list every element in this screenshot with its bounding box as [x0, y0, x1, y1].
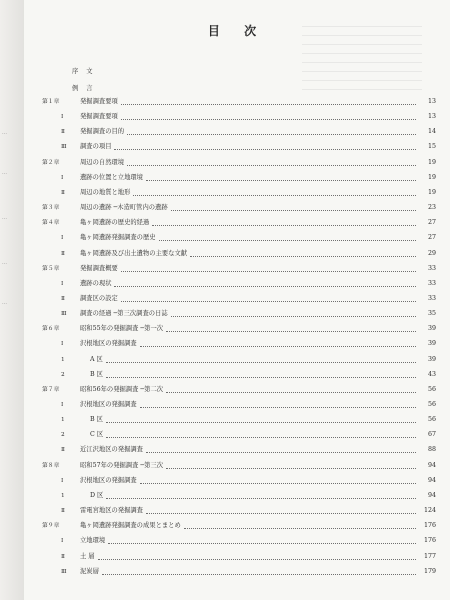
entry-title: 近江沢地区の発掘調査 [80, 446, 143, 454]
entry-title: 周辺の自然環境 [80, 158, 125, 166]
entry-number: 1 [61, 417, 65, 424]
leader-dots [106, 421, 416, 423]
entry-title: 昭和55年の発掘調査 ─第一次 [80, 325, 164, 333]
entry-title: 雷電宮地区の発掘調査 [80, 507, 143, 515]
entry-number: 1 [61, 492, 65, 499]
entry-page-number: 14 [427, 128, 436, 136]
entry-title: C 区 [90, 431, 104, 439]
leader-dots [171, 209, 416, 211]
leader-dots [106, 497, 416, 499]
entry-number: 第８章 [42, 462, 60, 469]
entry-page-number: 43 [427, 370, 436, 378]
leader-dots [106, 361, 416, 363]
leader-dots [121, 300, 416, 302]
entry-title: 昭和57年の発掘調査 ─第三次 [80, 461, 164, 469]
entry-number: 1 [61, 356, 65, 363]
entry-number: 第７章 [42, 386, 60, 393]
section-entry [24, 308, 450, 320]
entry-page-number: 124 [423, 507, 436, 515]
entry-page-number: 13 [427, 113, 436, 121]
entry-title: 土 層 [80, 552, 95, 560]
entry-page-number: 176 [423, 522, 436, 530]
entry-title: 昭和56年の発掘調査 ─第二次 [80, 385, 164, 393]
entry-number: Ⅱ [61, 129, 65, 136]
entry-title: 亀ヶ岡遺跡及び出土遺物の主要な文献 [80, 249, 188, 257]
entry-title: 泥炭層 [80, 567, 99, 575]
chapter-entry [24, 217, 450, 229]
entry-number: Ⅱ [61, 250, 65, 257]
toc-page [24, 0, 450, 600]
section-entry [24, 187, 450, 199]
section-entry [24, 505, 450, 517]
entry-page-number: 56 [427, 401, 436, 408]
chapter-entry [24, 202, 450, 214]
entry-title: 亀ヶ岡遺跡発掘調査の成果とまとめ [80, 522, 181, 530]
section-entry [24, 126, 450, 138]
entry-title: 発掘調査の目的 [80, 128, 125, 136]
leader-dots [106, 376, 416, 378]
entry-page-number: 23 [427, 204, 436, 212]
entry-number: 第３章 [42, 205, 60, 212]
entry-number: Ⅲ [61, 311, 67, 318]
section-entry [24, 293, 450, 305]
entry-page-number: 39 [427, 340, 436, 348]
section-entry [24, 278, 450, 290]
entry-number: 2 [61, 432, 65, 439]
entry-title: B 区 [90, 416, 103, 424]
leader-dots [152, 224, 416, 226]
entry-title: 調査の項目 [80, 143, 112, 151]
leader-dots [146, 179, 416, 181]
entry-number: Ⅰ [61, 174, 64, 181]
entry-title: 沢根地区の発掘調査 [80, 476, 137, 484]
section-entry [24, 551, 450, 563]
leader-dots [140, 406, 416, 408]
leader-dots [133, 194, 416, 196]
entry-page-number: 179 [423, 567, 436, 575]
entry-page-number: 33 [427, 264, 436, 272]
chapter-entry [24, 157, 450, 169]
leader-dots [171, 315, 416, 317]
entry-number: Ⅱ [61, 553, 65, 560]
entry-title: 沢根地区の発掘調査 [80, 340, 137, 348]
entry-number: 第６章 [42, 326, 60, 333]
leader-dots [140, 345, 416, 347]
entry-number: Ⅲ [61, 568, 67, 575]
entry-number: Ⅰ [61, 402, 64, 408]
entry-title: 発掘調査要項 [80, 98, 118, 105]
entry-page-number: 35 [427, 310, 436, 318]
entry-page-number: 94 [427, 491, 436, 499]
entry-page-number: 56 [427, 385, 436, 393]
section-entry [24, 111, 450, 123]
entry-page-number: 15 [427, 143, 436, 151]
entry-title: 調査区の設定 [80, 294, 118, 302]
entry-title: A 区 [90, 355, 103, 363]
leader-dots [121, 103, 416, 105]
entry-number: 第９章 [42, 523, 60, 530]
leader-dots [114, 148, 416, 150]
leader-dots [121, 270, 416, 272]
entry-number: Ⅲ [61, 144, 67, 151]
leader-dots [184, 527, 416, 529]
section-entry [24, 338, 450, 350]
leader-dots [98, 558, 416, 560]
section-entry [24, 232, 450, 244]
entry-number: Ⅱ [61, 508, 65, 515]
section-entry [24, 172, 450, 184]
entry-number: Ⅱ [61, 447, 65, 454]
leader-dots [108, 542, 416, 544]
entry-page-number: 39 [427, 355, 436, 363]
entry-page-number: 19 [427, 188, 436, 196]
table-of-contents [24, 0, 450, 600]
section-entry [24, 141, 450, 153]
entry-page-number: 94 [427, 476, 436, 484]
leader-dots [166, 391, 416, 393]
entry-page-number: 33 [427, 294, 436, 302]
entry-title: 発掘調査要項 [80, 113, 118, 121]
entry-number: 第４章 [42, 220, 60, 227]
entry-title: 亀ヶ岡遺跡の歴史的経過 [80, 219, 150, 227]
entry-page-number: 19 [427, 158, 436, 166]
front-matter-label: 序 文 [72, 68, 96, 75]
entry-page-number: 177 [423, 552, 436, 560]
entry-title: 調査の経過 ─第三次調査の日誌 [80, 310, 168, 318]
entry-page-number: 13 [427, 98, 436, 105]
entry-number: Ⅱ [61, 189, 65, 196]
entry-title: 沢根地区の発掘調査 [80, 401, 137, 408]
section-entry [24, 444, 450, 456]
front-matter-item [24, 83, 450, 95]
section-entry [24, 566, 450, 578]
entry-number: Ⅰ [61, 114, 64, 121]
chapter-entry [24, 323, 450, 335]
entry-number: Ⅰ [61, 538, 64, 545]
leader-dots [146, 451, 416, 453]
section-entry [24, 535, 450, 547]
leader-dots [166, 330, 416, 332]
subsection-entry [24, 490, 450, 502]
entry-number: 第１章 [42, 99, 60, 105]
section-entry [24, 248, 450, 260]
leader-dots [106, 436, 416, 438]
leader-dots [114, 285, 416, 287]
entry-title: B 区 [90, 370, 103, 378]
section-entry [24, 399, 450, 411]
front-matter-label: 例 言 [72, 85, 96, 92]
entry-page-number: 27 [427, 219, 436, 227]
leader-dots [121, 118, 416, 120]
entry-page-number: 19 [427, 173, 436, 181]
entry-page-number: 94 [427, 461, 436, 469]
previous-page-edge: … … … … … [0, 0, 25, 600]
entry-number: Ⅰ [61, 235, 64, 242]
chapter-entry [24, 520, 450, 532]
leader-dots [190, 255, 416, 257]
entry-number: 第５章 [42, 265, 60, 272]
entry-page-number: 27 [427, 234, 436, 242]
leader-dots [146, 512, 416, 514]
entry-title: D 区 [90, 491, 104, 499]
entry-title: 遺跡の位置と立地環境 [80, 173, 143, 181]
subsection-entry [24, 354, 450, 366]
entry-page-number: 56 [427, 416, 436, 424]
chapter-entry [24, 384, 450, 396]
entry-number: 2 [61, 371, 65, 378]
front-matter-item [24, 66, 450, 78]
leader-dots [140, 482, 416, 484]
leader-dots [102, 573, 416, 575]
section-entry [24, 475, 450, 487]
chapter-entry [24, 96, 450, 108]
entry-page-number: 33 [427, 279, 436, 287]
leader-dots [127, 164, 416, 166]
entry-title: 周辺の地質と地形 [80, 188, 131, 196]
leader-dots [127, 133, 416, 135]
entry-number: Ⅰ [61, 341, 64, 348]
entry-title: 遺跡の現状 [80, 279, 112, 287]
subsection-entry [24, 369, 450, 381]
leader-dots [166, 467, 416, 469]
entry-page-number: 39 [427, 325, 436, 333]
entry-title: 発掘調査概要 [80, 264, 118, 272]
entry-number: Ⅰ [61, 477, 64, 484]
entry-page-number: 88 [427, 446, 436, 454]
entry-page-number: 29 [427, 249, 436, 257]
chapter-entry [24, 460, 450, 472]
entry-title: 周辺の遺跡 ─木造町管内の遺跡 [80, 204, 168, 212]
entry-title: 立地環境 [80, 537, 106, 545]
entry-number: 第２章 [42, 159, 60, 166]
page-title: 目 次 [207, 24, 267, 38]
subsection-entry [24, 429, 450, 441]
chapter-entry [24, 263, 450, 275]
entry-number: Ⅰ [61, 280, 64, 287]
entry-title: 亀ヶ岡遺跡発掘調査の歴史 [80, 234, 156, 242]
leader-dots [159, 239, 416, 241]
entry-page-number: 67 [427, 431, 436, 439]
entry-number: Ⅱ [61, 295, 65, 302]
entry-page-number: 176 [423, 537, 436, 545]
subsection-entry [24, 414, 450, 426]
